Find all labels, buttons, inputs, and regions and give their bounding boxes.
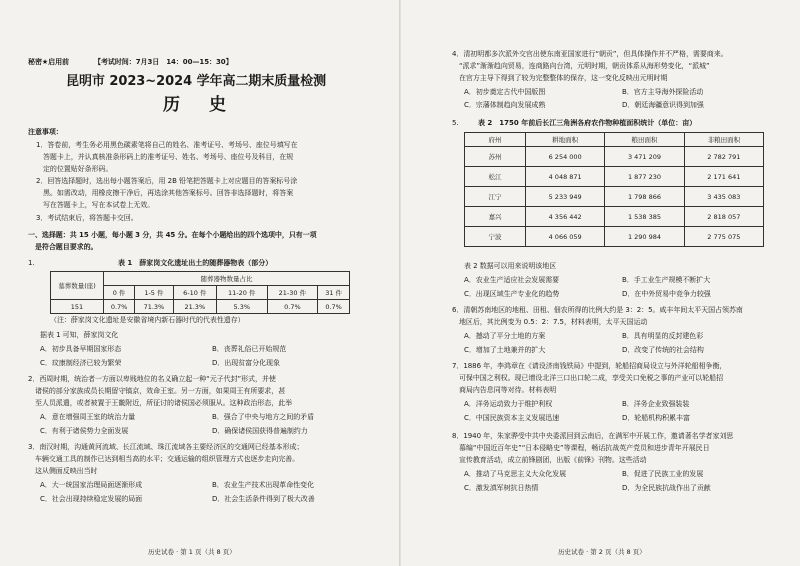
option-c: C．社会出现持续稳定发展的局面	[40, 495, 143, 503]
table-header: 府州	[465, 133, 526, 147]
question-line: 在官方主导下得到了较为完整整体的保存，这一变化反映出元明时期	[452, 74, 668, 82]
table-1-title: 表 1 薛家岗文化遗址出土的随葬器物表（部分）	[118, 259, 273, 267]
table-2-title: 表 2 1750 年前后长江三角洲各府农作物种植面积统计（单位：亩）	[478, 119, 697, 127]
option-c: C．中国民族资本主义发展迅速	[464, 414, 560, 422]
note-line: 写在答题卡上，写在本试卷上无效。	[36, 201, 155, 209]
table-cell: 3 435 083	[684, 187, 763, 207]
table-cell: 苏州	[465, 147, 526, 167]
question-line: 6．清朝苏南地区的地租、田租、佃农所得的比例大约是 3：2：5。咸丰年间太平天国占领苏南	[452, 306, 743, 314]
option-b: B．农业生产技术出现革命性变化	[212, 481, 315, 489]
notes-title: 注意事项：	[28, 128, 63, 136]
question-stem: 据表 1 可知，薛家岗文化	[40, 331, 119, 339]
option-d: D．在中外贸易中竞争力较强	[622, 290, 711, 298]
table-cell: 嘉兴	[465, 207, 526, 227]
option-c: C．激发滇军树抗日热情	[464, 484, 539, 492]
section-heading: 是符合题目要求的。	[28, 243, 98, 251]
table-cell: 4 356 442	[526, 207, 605, 227]
table-cell: 0.7%	[318, 300, 350, 314]
table-cell: 4 048 871	[526, 167, 605, 187]
option-d: D．出现贫富分化现象	[212, 359, 280, 367]
table-cell: 21.3%	[173, 300, 216, 314]
note-line: 1．答卷前，考生务必用黑色碳素笔将自己的姓名、准考证号、考场号、座位号填写在	[36, 141, 298, 149]
table-cell: 0.7%	[104, 300, 135, 314]
table-2	[464, 132, 764, 247]
option-d: D．确保诸侯国获得普遍制约力	[212, 427, 308, 435]
option-a: A．推动了马克思主义大众化发展	[464, 470, 567, 478]
table-cell: 2 775 075	[684, 227, 763, 247]
option-d: D．轮船机构积累丰富	[622, 414, 690, 422]
table-cell: 4 066 059	[526, 227, 605, 247]
option-b: B．丧葬礼俗已开始规范	[212, 345, 287, 353]
option-a: A．初步具备早期国家形态	[40, 345, 122, 353]
option-c: C．有利于诸侯势力全面发展	[40, 427, 129, 435]
option-a: A．洋务运动致力于维护利权	[464, 400, 553, 408]
question-line: 地区后，其比例变为 0.5：2：7.5，材料表明，太平天国运动	[452, 318, 648, 326]
page-footer: 历史试卷 · 第 2 页（共 8 页）	[558, 548, 646, 556]
option-b: B．官方主导海外探险活动	[622, 88, 704, 96]
table-cell: 宁波	[465, 227, 526, 247]
note-line: 答题卡上，并认真核准条形码上的准考证号、姓名、考场号、座位号及科目，在规	[36, 153, 294, 161]
table-header: 墓葬数量(座)	[51, 272, 104, 300]
table-cell: 2 818 057	[684, 207, 763, 227]
question-line: 7．1886 年，李鸿章在《请设济南钱铁局》中提到，轮船招商局设立与外洋轮船相争衡，	[452, 362, 727, 370]
option-b: B．手工业生产规模不断扩大	[622, 276, 711, 284]
table-cell: 1 798 866	[605, 187, 684, 207]
table-col: 21-30 件	[267, 286, 318, 300]
question-line: 3．南汉时期，沟通黄河流域、长江流域、珠江流域各主要经济区的交通网已经基本形成；	[28, 443, 304, 451]
note-line: 2．回答选择题时，选出每小题答案后，用 2B 铅笔把答题卡上对应题目的答案标号涂	[36, 177, 298, 185]
exam-time: 【考试时间：7月3日 14：00—15：30】	[94, 58, 233, 66]
option-c: C．增加了土地兼并的扩大	[464, 346, 546, 354]
table-cell: 6 254 000	[526, 147, 605, 167]
exam-title: 昆明市 2023~2024 学年高二期末质量检测	[66, 74, 327, 89]
table-cell: 5 233 949	[526, 187, 605, 207]
note-line: 黑。如需改动，用橡皮擦干净后，再选涂其他答案标号。回答非选择题时，将答案	[36, 189, 294, 197]
question-line: “派求”渐渐趋向贸易，连商路向台湾，元明时期，朝贡体系从海形势变化，“派城”	[452, 62, 710, 70]
question-line: 2．西周时期，统治者一方面以卑贱地位的名义确立起一种“元子代封”形式，并使	[28, 375, 276, 383]
table-header: 耕地面积	[526, 133, 605, 147]
question-line: 这从侧面反映出当时	[28, 467, 98, 475]
table-col: 0 件	[104, 286, 135, 300]
question-line: 至人员派遣，或者被置于王畿附近，所征讨的诸侯国必须服从。这种政治形态，此举	[28, 399, 293, 407]
table-header: 非粮田面积	[684, 133, 763, 147]
option-a: A．初步奠定古代中国版图	[464, 88, 546, 96]
option-a: A．意在增强周王室的统治力量	[40, 413, 136, 421]
table-cell: 5.3%	[216, 300, 267, 314]
note-line: 定的位置贴好条形码。	[36, 165, 113, 173]
table-cell: 2 782 791	[684, 147, 763, 167]
option-b: B．强合了中央与地方之间的矛盾	[212, 413, 315, 421]
option-d: D．朝廷海疆意识得到加强	[622, 101, 704, 109]
table-col: 1-5 件	[135, 286, 174, 300]
table-col: 6-10 件	[173, 286, 216, 300]
question-number: 5.	[452, 119, 459, 127]
option-d: D．社会生活条件得到了极大改善	[212, 495, 315, 503]
table-cell: 1 877 230	[605, 167, 684, 187]
table-cell: 151	[51, 300, 104, 314]
question-number: 1.	[28, 259, 35, 267]
option-d: D．为全民族抗战作出了贡献	[622, 484, 711, 492]
table-cell: 0.7%	[267, 300, 318, 314]
question-line: 商局内告息同等对待。材料表明	[452, 386, 557, 394]
table-cell: 3 471 209	[605, 147, 684, 167]
question-line: 8．1940 年，朱家骅受中共中央委派回到云南后，在满军中开展工作，邀请著名学者家刘思	[452, 432, 734, 440]
option-c: C．玟康制经济已较为繁荣	[40, 359, 122, 367]
table-header: 随葬器物数量占比	[104, 272, 350, 286]
question-line: 宣传教育活动，成立前锋剧团，出版《前锋》刊物。这些活动	[452, 456, 647, 464]
question-stem: 表 2 数据可以用来说明该地区	[464, 262, 557, 270]
option-d: D．改变了传统的社会结构	[622, 346, 704, 354]
secret-label: 秘密★启用前	[28, 58, 69, 66]
option-c: C．出现区域生产专业化的趋势	[464, 290, 560, 298]
question-line: 车辆交通工具的制作已达到相当高的水平；交通运输的组织管理方式也逐步走向完善。	[28, 455, 300, 463]
question-line: 可保中国之利权。现已增设北洋三口出口轮二成，享受关口免税之事的产业可以轮船招	[452, 374, 724, 382]
right-page	[400, 0, 800, 566]
option-b: B．洋务企业致强装装	[622, 400, 690, 408]
table-cell: 1 290 984	[605, 227, 684, 247]
option-b: B．促进了民族工业的发展	[622, 470, 704, 478]
option-b: B．具有明显的反封建色彩	[622, 332, 704, 340]
question-line: 诸侯的部分家族成员长期留守镐京，效命王室。另一方面，如果周王有所要求，甚	[28, 387, 286, 395]
table-cell: 松江	[465, 167, 526, 187]
section-heading: 一、选择题：共 15 小题，每小题 3 分，共 45 分。在每个小题给出的四个选项中，只有一项	[28, 231, 317, 239]
question-line: 慕编“中国近百年史”“日本侵略史”等课程，畅话抗战英产党员和进步青年开展民日	[452, 444, 710, 452]
option-c: C．宗藩体制趋向发展成熟	[464, 101, 546, 109]
table-col: 31 件	[318, 286, 350, 300]
option-a: A．撼动了平分土地的方案	[464, 332, 546, 340]
option-a: A．大一统国家治理局面逐渐形成	[40, 481, 143, 489]
option-a: A．农业生产适应社会发展需要	[464, 276, 560, 284]
table-note: （注：薛家岗文化遗址是安徽省境内新石器时代的代表性遗存）	[50, 316, 245, 324]
question-line: 4．清初明都多次派外交官出使东南亚国家进行“朝贡”，但具体操作并不严格，需要商来。	[452, 50, 728, 58]
table-header: 粮田面积	[605, 133, 684, 147]
table-1	[50, 271, 350, 314]
table-cell: 71.3%	[135, 300, 174, 314]
table-cell: 1 538 385	[605, 207, 684, 227]
subject-title: 历 史	[163, 95, 232, 115]
note-line: 3．考试结束后，将答题卡交回。	[36, 214, 138, 222]
page-footer: 历史试卷 · 第 1 页（共 8 页）	[148, 548, 236, 556]
table-col: 11-20 件	[216, 286, 267, 300]
table-cell: 江宁	[465, 187, 526, 207]
table-cell: 2 171 641	[684, 167, 763, 187]
